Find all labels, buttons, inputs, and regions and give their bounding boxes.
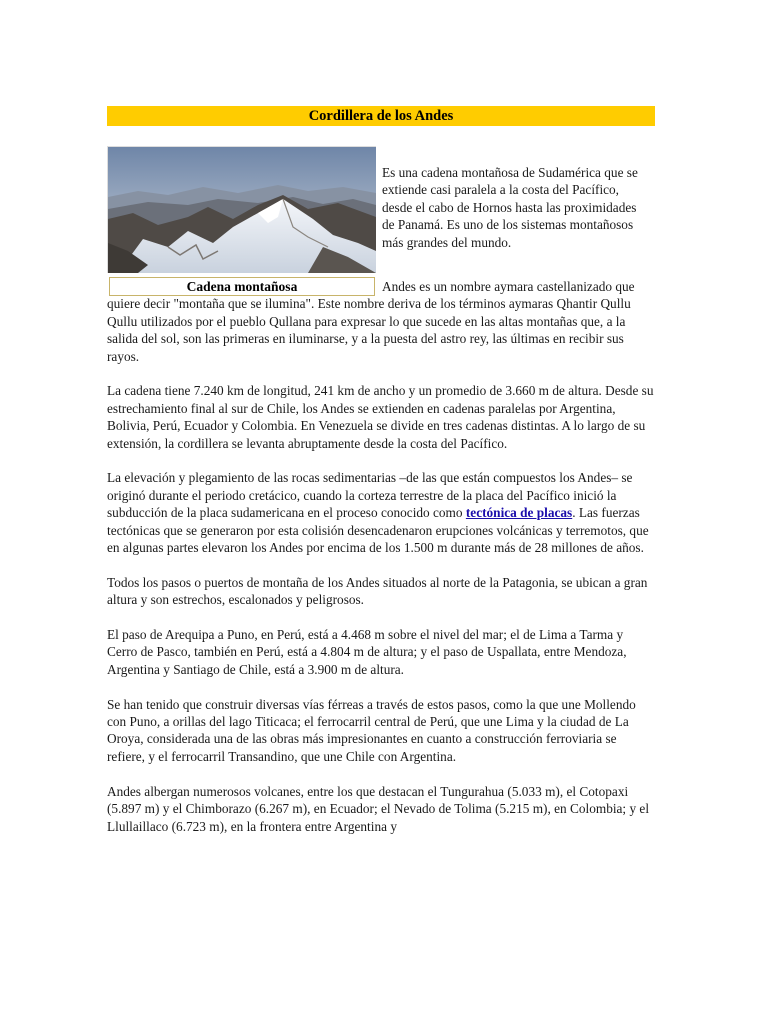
plate-tectonics-link[interactable]: tectónica de placas xyxy=(465,505,573,521)
paragraph-geology-text-1: La elevación y plegamiento de las rocas sedimentarias –de las que están compuestos los Andes– se originó durante el periodo cretácico, cuando la corteza terrestre de la placa del Pacífico inició la subducción de la placa sudamericana en el proceso conocido como xyxy=(107,470,633,521)
paragraph-etymology: Andes es un nombre aymara castellanizado que quiere decir "montaña que se ilumina". Este nombre deriva de los términos aymaras Qhantir Qullu Qullu utilizados por el pueblo Qullana para expresar lo que sucede en las altas montañas que, a la salida del sol, son las primeras en iluminarse, y a la puesta del astro rey, las últimas en recibir sus rayos. xyxy=(107,279,635,364)
paragraph-passes: Todos los pasos o puertos de montaña de los Andes situados al norte de la Patagonia, se ubican a gran altura y son estrechos, escalonados y peligrosos. xyxy=(107,574,648,608)
paragraph-dimensions: La cadena tiene 7.240 km de longitud, 241 km de ancho y un promedio de 3.660 m de altura. Desde su estrechamiento final al sur de Chile, los Andes se extienden en cadenas paralelas por Argentina, Bolivia, Perú, Ecuador y Colombia. En Venezuela se divide en tres cadenas distintas. A lo largo de su extensión, la cordillera se levanta abruptamente desde la costa del Pacífico. xyxy=(107,383,654,451)
figure-caption: Cadena montañosa xyxy=(109,277,375,296)
document-page xyxy=(107,106,655,834)
page-title: Cordillera de los Andes xyxy=(107,106,655,126)
intro-paragraph: Es una cadena montañosa de Sudamérica que se extiende casi paralela a la costa del Pacífico, desde el cabo de Hornos hasta las proximidades de Panamá. Es uno de los sistemas montañosos más grandes del mundo. xyxy=(382,165,638,250)
mountain-figure xyxy=(107,146,375,296)
article-body xyxy=(107,278,655,852)
mountain-photo xyxy=(107,146,376,273)
paragraph-volcanoes: Andes albergan numerosos volcanes, entre los que destacan el Tungurahua (5.033 m), el Cotopaxi (5.897 m) y el Chimborazo (6.267 m), en Ecuador; el Nevado de Tolima (5.215 m), en Colombia; y el Llullaillaco (6.723 m), en la frontera entre Argentina y xyxy=(107,783,650,834)
paragraph-geology xyxy=(107,469,655,556)
paragraph-geology-text-2: . Las fuerzas tectónicas que se generaron por esta colisión desencadenaron erupciones volcánicas y terremotos, que en algunas partes elevaron los Andes por encima de los 1.500 m durante más de 28 millones de años. xyxy=(107,505,649,556)
paragraph-railways: Se han tenido que construir diversas vías férreas a través de estos pasos, como la que une Mollendo con Puno, a orillas del lago Titicaca; el ferrocarril central de Perú, que une Lima y la ciudad de La Oroya, considerada una de las obras más impresionantes en cuanto a construcción ferroviaria se refiere, y el ferrocarril Transandino, que une Chile con Argentina. xyxy=(107,696,636,764)
paragraph-pass-altitudes: El paso de Arequipa a Puno, en Perú, está a 4.468 m sobre el nivel del mar; el de Lima a Tarma y Cerro de Pasco, también en Perú, está a 4.804 m de altura; y el paso de Uspallata, entre Mendoza, Argentina y Santiago de Chile, está a 3.900 m de altura. xyxy=(107,627,627,677)
